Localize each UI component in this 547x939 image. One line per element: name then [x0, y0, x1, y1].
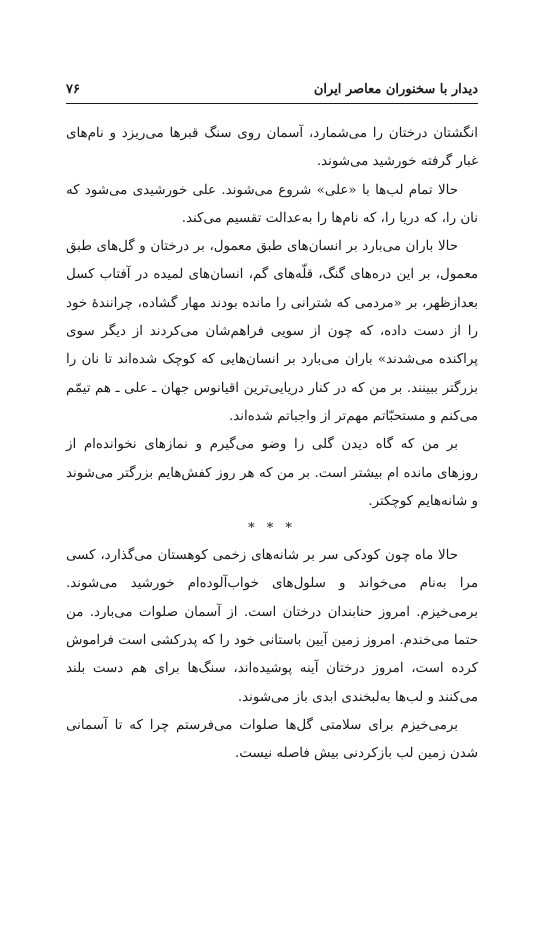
book-page — [66, 82, 478, 769]
running-head — [66, 82, 478, 104]
paragraph-5: حالا ماه چون کودکی سر بر شانه‌های زخمی کوهستان می‌گذارد، کسی مرا به‌نام می‌خواند و سلول‌های خواب‌آلوده‌ام خورشید می‌شوند. برمی‌خیزم. امروز حنابندان درختان است. از آسمان صلوات می‌بارد. من حتما می‌خندم. امروز زمین آیین باستانی خود را که پدرکشی است فراموش کرده است، امروز درختان آینه پوشیده‌اند، سنگ‌ها برای هم دست بلند می‌کنند و لب‌ها به‌لبخندی ابدی باز می‌شوند. — [66, 548, 478, 705]
running-title: دیدار با سخنوران معاصر ایران — [313, 82, 478, 97]
paragraph-6: برمی‌خیزم برای سلامتی گل‌ها صلوات می‌فرستم چرا که تا آسمانی شدن زمین لب بازکردنی بیش فاصله نیست. — [66, 717, 478, 762]
paragraph-2: حالا تمام لب‌ها با «علی» شروع می‌شوند. علی خورشیدی می‌شود که نان را، که دریا را، که نام‌ها را به‌عدالت تقسیم می‌کند. — [66, 182, 478, 226]
page-number: ۷۶ — [66, 82, 80, 97]
paragraph-3: حالا باران می‌بارد بر انسان‌های طبق معمول، بر درختان و گل‌های طبق معمول، بر این دره‌های گنگ، قلّه‌های گم، انسان‌های لمیده در آفتاب کسل بعدازظهر، بر «مردمی که شترانی را مانده بودند مهار گشاده، چرانندهٔ خود را از دست داده، که چون از سویی فراهم‌شان می‌کردند از دیگر سوی پراکنده می‌شدند» باران می‌بارد بر انسان‌هایی که کوچک شده‌اند تا نان را بزرگتر ببینند. بر من که در کنار دریایی‌ترین اقیانوس جهان ـ علی ـ هم تیمّم می‌کنم و مستحبّاتم مهم‌تر از واجباتم شده‌اند. — [66, 239, 478, 424]
section-separator: * * * — [248, 521, 296, 537]
body-text — [66, 120, 478, 769]
paragraph-1: انگشتان درختان را می‌شمارد، آسمان روی سنگ قبرها می‌ریزد و نام‌های غبار گرفته خورشید می‌شوند. — [66, 126, 478, 170]
paragraph-4: بر من که گاه دیدن گلی را وضو می‌گیرم و نمازهای نخوانده‌ام از روزهای مانده ام بیشتر است. بر من که هر روز کفش‌هایم بزرگتر می‌شوند و شانه‌هایم کوچکتر. — [66, 437, 478, 509]
